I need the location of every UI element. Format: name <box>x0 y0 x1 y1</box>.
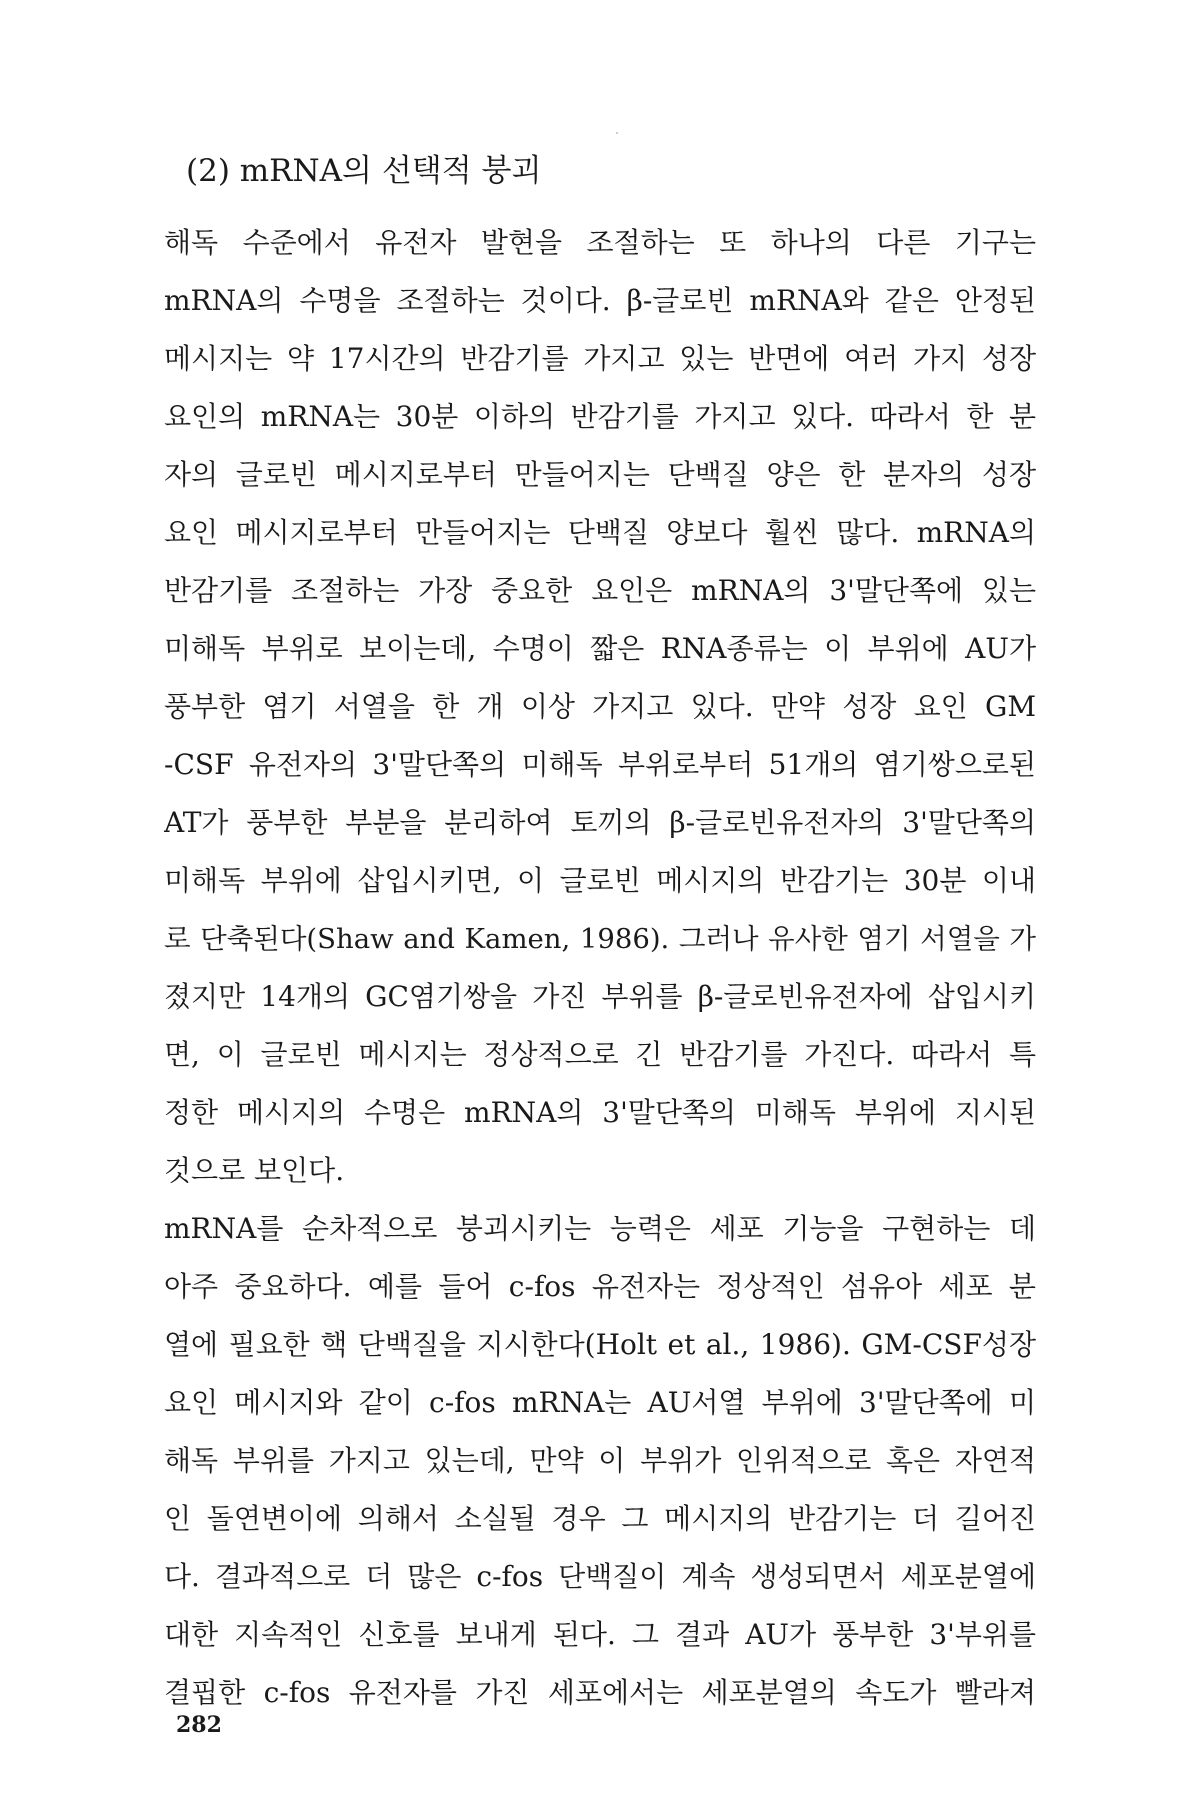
section-heading: (2) mRNA의 선택적 붕괴 <box>186 153 542 189</box>
text-line: mRNA를 순차적으로 붕괴시키는 능력은 세포 기능을 구현하는 데 <box>164 1212 1036 1245</box>
text-line: 로 단축된다(Shaw and Kamen, 1986). 그러나 유사한 염기 서열을 가 <box>164 923 1036 955</box>
text-line: mRNA의 수명을 조절하는 것이다. β-글로빈 mRNA와 같은 안정된 <box>164 284 1036 317</box>
text-line: 자의 글로빈 메시지로부터 만들어지는 단백질 양은 한 분자의 성장 <box>164 458 1036 491</box>
text-line: 풍부한 염기 서열을 한 개 이상 가지고 있다. 만약 성장 요인 GM <box>164 690 1036 723</box>
text-line: 결핍한 c-fos 유전자를 가진 세포에서는 세포분열의 속도가 빨라져 <box>164 1676 1036 1709</box>
text-line: 반감기를 조절하는 가장 중요한 요인은 mRNA의 3'말단쪽에 있는 <box>164 574 1036 607</box>
text-line: 인 돌연변이에 의해서 소실될 경우 그 메시지의 반감기는 더 길어진 <box>164 1502 1036 1535</box>
text-line: 해독 수준에서 유전자 발현을 조절하는 또 하나의 다른 기구는 <box>164 226 1036 259</box>
text-line: 것으로 보인다. <box>164 1154 345 1187</box>
text-line: -CSF 유전자의 3'말단쪽의 미해독 부위로부터 51개의 염기쌍으로된 <box>164 748 1036 781</box>
page-number: 282 <box>176 1712 222 1738</box>
text-line: 열에 필요한 핵 단백질을 지시한다(Holt et al., 1986). GM-CSF성장 <box>164 1328 1036 1361</box>
text-line: 미해독 부위에 삽입시키면, 이 글로빈 메시지의 반감기는 30분 이내 <box>164 864 1036 897</box>
text-line: 대한 지속적인 신호를 보내게 된다. 그 결과 AU가 풍부한 3'부위를 <box>164 1618 1036 1651</box>
text-line: 요인의 mRNA는 30분 이하의 반감기를 가지고 있다. 따라서 한 분 <box>164 400 1036 433</box>
text-line: 다. 결과적으로 더 많은 c-fos 단백질이 계속 생성되면서 세포분열에 <box>164 1560 1036 1593</box>
text-line: 면, 이 글로빈 메시지는 정상적으로 긴 반감기를 가진다. 따라서 특 <box>164 1038 1036 1071</box>
text-line: 요인 메시지와 같이 c-fos mRNA는 AU서열 부위에 3'말단쪽에 미 <box>164 1386 1036 1419</box>
text-line: 메시지는 약 17시간의 반감기를 가지고 있는 반면에 여러 가지 성장 <box>164 342 1036 375</box>
text-line: 졌지만 14개의 GC염기쌍을 가진 부위를 β-글로빈유전자에 삽입시키 <box>164 980 1036 1013</box>
text-line: 해독 부위를 가지고 있는데, 만약 이 부위가 인위적으로 혹은 자연적 <box>164 1444 1036 1477</box>
text-line: AT가 풍부한 부분을 분리하여 토끼의 β-글로빈유전자의 3'말단쪽의 <box>164 806 1036 839</box>
text-line: 미해독 부위로 보이는데, 수명이 짧은 RNA종류는 이 부위에 AU가 <box>164 632 1036 665</box>
text-line: 정한 메시지의 수명은 mRNA의 3'말단쪽의 미해독 부위에 지시된 <box>164 1096 1036 1129</box>
text-line: 요인 메시지로부터 만들어지는 단백질 양보다 훨씬 많다. mRNA의 <box>164 516 1036 549</box>
text-line: 아주 중요하다. 예를 들어 c-fos 유전자는 정상적인 섬유아 세포 분 <box>164 1270 1036 1303</box>
scan-speck <box>616 132 618 134</box>
